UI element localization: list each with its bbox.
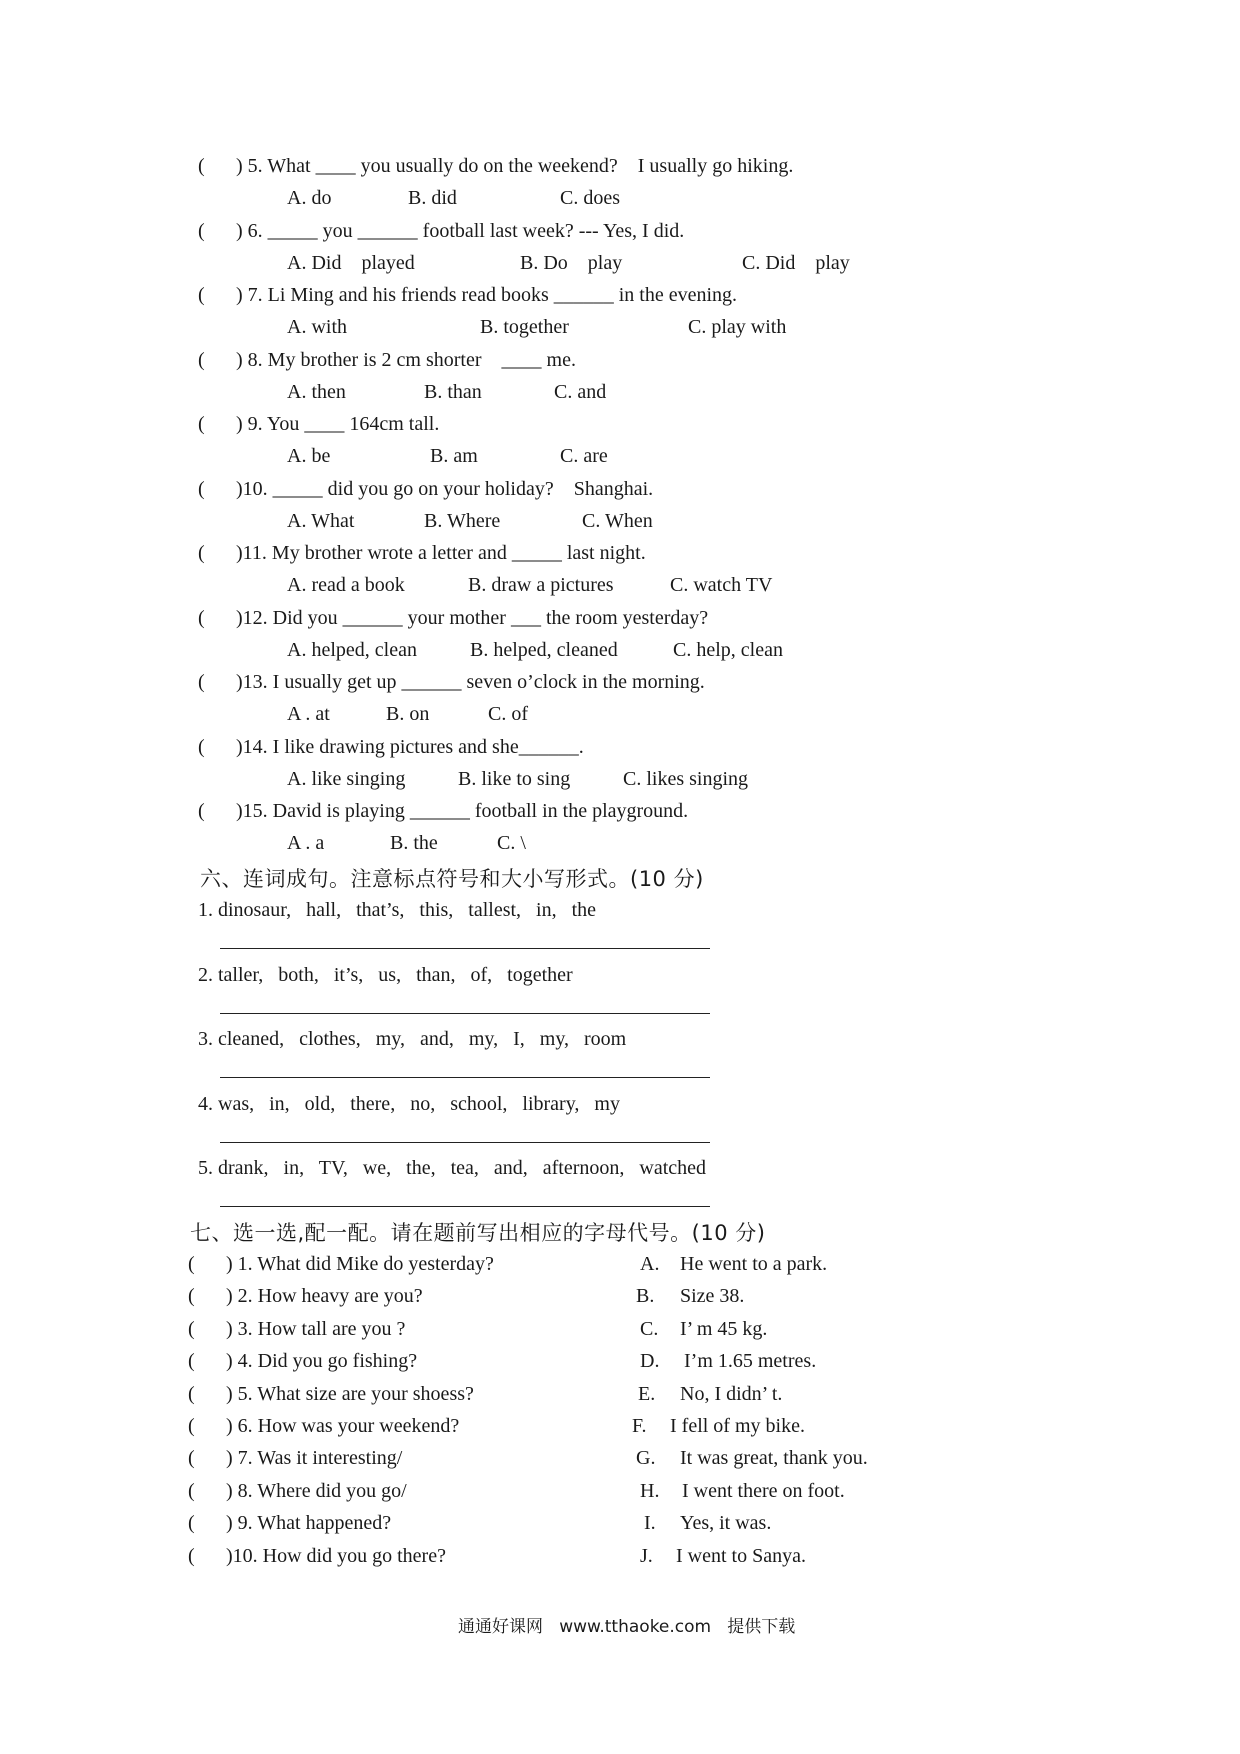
option-a: A. like singing bbox=[287, 767, 406, 790]
option-a: A . at bbox=[287, 703, 330, 725]
option-c: C. of bbox=[488, 703, 528, 725]
answer-bracket[interactable]: ( bbox=[198, 477, 205, 500]
answer-letter: J. bbox=[640, 1544, 653, 1567]
option-b: B. am bbox=[430, 445, 478, 467]
answer-bracket[interactable]: ( bbox=[188, 1512, 195, 1535]
answer-bracket[interactable]: ( bbox=[188, 1253, 195, 1275]
option-c: C. play with bbox=[688, 316, 787, 338]
option-a: A. What bbox=[287, 509, 355, 532]
answer-bracket[interactable]: ( bbox=[188, 1544, 195, 1567]
matching-answer: I’m 1.65 metres. bbox=[684, 1350, 817, 1373]
answer-letter: A. bbox=[640, 1253, 660, 1275]
option-b: B. helped, cleaned bbox=[470, 638, 618, 661]
section-6-title: 六、连词成句。注意标点符号和大小写形式。(10 分) bbox=[200, 867, 704, 891]
option-c: C. likes singing bbox=[623, 767, 749, 790]
answer-bracket[interactable]: ( bbox=[198, 284, 205, 306]
question-text: ) 7. Li Ming and his friends read books ______ in the evening. bbox=[236, 284, 738, 306]
matching-answer: I’ m 45 kg. bbox=[680, 1317, 768, 1340]
answer-bracket[interactable]: ( bbox=[188, 1479, 195, 1502]
answer-bracket[interactable]: ( bbox=[198, 542, 205, 564]
option-a: A . a bbox=[287, 832, 325, 854]
matching-question: ) 5. What size are your shoess? bbox=[226, 1382, 474, 1405]
matching-question: ) 7. Was it interesting/ bbox=[226, 1447, 403, 1470]
option-b: B. draw a pictures bbox=[468, 574, 614, 596]
option-a: A. read a book bbox=[287, 574, 405, 596]
option-a: A. helped, clean bbox=[287, 638, 417, 661]
answer-bracket[interactable]: ( bbox=[188, 1447, 195, 1470]
matching-question: ) 8. Where did you go/ bbox=[226, 1479, 407, 1502]
answer-bracket[interactable]: ( bbox=[188, 1350, 195, 1373]
write-answer-line[interactable] bbox=[220, 1206, 710, 1207]
answer-letter: I. bbox=[644, 1512, 656, 1535]
option-b: B. the bbox=[390, 832, 438, 854]
answer-bracket[interactable]: ( bbox=[188, 1285, 195, 1308]
option-b: B. did bbox=[408, 187, 457, 209]
option-c: C. Did play bbox=[742, 251, 850, 274]
option-c: C. When bbox=[582, 509, 653, 532]
matching-answer: No, I didn’ t. bbox=[680, 1382, 783, 1405]
question-text: ) 8. My brother is 2 cm shorter ____ me. bbox=[236, 348, 576, 371]
option-a: A. then bbox=[287, 380, 346, 403]
answer-bracket[interactable]: ( bbox=[198, 606, 205, 629]
option-c: C. does bbox=[560, 187, 620, 209]
option-b: B. than bbox=[424, 380, 482, 403]
question-text: )11. My brother wrote a letter and _____ last night. bbox=[236, 542, 646, 564]
answer-letter: G. bbox=[636, 1447, 656, 1470]
matching-answer: I fell of my bike. bbox=[670, 1415, 805, 1437]
word-order-item: 4. was, in, old, there, no, school, library, my bbox=[198, 1092, 620, 1115]
matching-question: ) 6. How was your weekend? bbox=[226, 1415, 460, 1437]
matching-answer: Yes, it was. bbox=[680, 1512, 772, 1535]
question-text: )13. I usually get up ______ seven o’clock in the morning. bbox=[236, 671, 705, 693]
option-a: A. be bbox=[287, 445, 331, 467]
option-b: B. Where bbox=[424, 509, 501, 532]
question-text: ) 5. What ____ you usually do on the weekend? I usually go hiking. bbox=[236, 155, 794, 177]
question-text: )14. I like drawing pictures and she______. bbox=[236, 735, 584, 758]
answer-letter: C. bbox=[640, 1317, 659, 1340]
matching-question: ) 3. How tall are you ? bbox=[226, 1317, 406, 1340]
option-c: C. and bbox=[554, 380, 607, 403]
word-order-item: 5. drank, in, TV, we, the, tea, and, afternoon, watched bbox=[198, 1157, 707, 1179]
option-b: B. together bbox=[480, 316, 569, 338]
answer-bracket[interactable]: ( bbox=[198, 348, 205, 371]
question-text: ) 9. You ____ 164cm tall. bbox=[236, 413, 440, 435]
word-order-item: 3. cleaned, clothes, my, and, my, I, my, room bbox=[198, 1028, 627, 1050]
option-b: B. on bbox=[386, 703, 430, 725]
matching-answer: I went to Sanya. bbox=[676, 1544, 806, 1567]
question-text: )15. David is playing ______ football in the playground. bbox=[236, 800, 689, 822]
matching-answer: He went to a park. bbox=[680, 1253, 828, 1275]
write-answer-line[interactable] bbox=[220, 1077, 710, 1078]
word-order-item: 2. taller, both, it’s, us, than, of, together bbox=[198, 963, 573, 986]
answer-bracket[interactable]: ( bbox=[188, 1317, 195, 1340]
footer-credit: 通通好课网 www.tthaoke.com 提供下载 bbox=[458, 1617, 796, 1637]
matching-answer: I went there on foot. bbox=[682, 1479, 845, 1502]
answer-bracket[interactable]: ( bbox=[198, 800, 205, 822]
answer-letter: D. bbox=[640, 1350, 660, 1373]
answer-letter: B. bbox=[636, 1285, 655, 1308]
answer-bracket[interactable]: ( bbox=[198, 413, 205, 435]
answer-bracket[interactable]: ( bbox=[188, 1415, 195, 1437]
word-order-item: 1. dinosaur, hall, that’s, this, tallest, in, the bbox=[198, 899, 597, 921]
answer-bracket[interactable]: ( bbox=[188, 1382, 195, 1405]
option-a: A. Did played bbox=[287, 251, 415, 274]
answer-bracket[interactable]: ( bbox=[198, 671, 205, 693]
option-c: C. watch TV bbox=[670, 574, 773, 596]
option-c: C. are bbox=[560, 445, 608, 467]
option-b: B. Do play bbox=[520, 251, 623, 274]
matching-answer: It was great, thank you. bbox=[680, 1447, 868, 1470]
write-answer-line[interactable] bbox=[220, 1142, 710, 1143]
question-text: ) 6. _____ you ______ football last week? --- Yes, I did. bbox=[236, 219, 685, 242]
matching-question: ) 9. What happened? bbox=[226, 1512, 392, 1535]
option-a: A. do bbox=[287, 187, 332, 209]
question-text: )10. _____ did you go on your holiday? Shanghai. bbox=[236, 477, 654, 500]
write-answer-line[interactable] bbox=[220, 948, 710, 949]
matching-question: ) 1. What did Mike do yesterday? bbox=[226, 1253, 494, 1275]
answer-letter: F. bbox=[632, 1415, 647, 1437]
option-c: C. \ bbox=[497, 832, 526, 854]
option-a: A. with bbox=[287, 316, 347, 338]
matching-question: ) 2. How heavy are you? bbox=[226, 1285, 423, 1308]
write-answer-line[interactable] bbox=[220, 1013, 710, 1014]
option-b: B. like to sing bbox=[458, 767, 571, 790]
answer-bracket[interactable]: ( bbox=[198, 219, 205, 242]
answer-bracket[interactable]: ( bbox=[198, 735, 205, 758]
option-c: C. help, clean bbox=[673, 638, 783, 661]
answer-letter: H. bbox=[640, 1479, 660, 1502]
question-text: )12. Did you ______ your mother ___ the room yesterday? bbox=[236, 606, 709, 629]
matching-question: )10. How did you go there? bbox=[226, 1544, 446, 1567]
section-7-title: 七、选一选,配一配。请在题前写出相应的字母代号。(10 分) bbox=[190, 1221, 766, 1245]
answer-bracket[interactable]: ( bbox=[198, 155, 205, 177]
matching-question: ) 4. Did you go fishing? bbox=[226, 1350, 418, 1373]
answer-letter: E. bbox=[638, 1382, 656, 1405]
matching-answer: Size 38. bbox=[680, 1285, 745, 1308]
